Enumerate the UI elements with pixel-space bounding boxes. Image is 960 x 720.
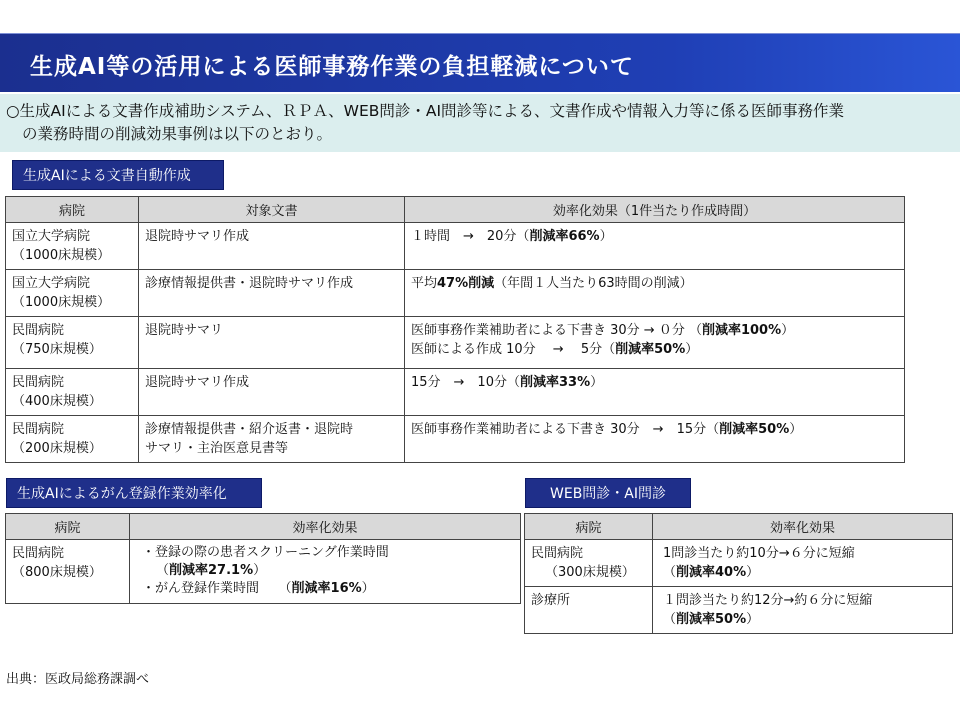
effect-rate: 削減率50%	[615, 342, 686, 357]
table-header-row	[525, 514, 953, 540]
hospital-size: （400床規模）	[12, 394, 102, 409]
effect-tail: ）	[599, 229, 613, 244]
effect-cell	[405, 270, 905, 317]
effect-tail: ）	[781, 323, 795, 338]
effect-line	[411, 340, 898, 359]
web-ai-interview-table	[524, 513, 953, 634]
hospital-size: （1000床規模）	[12, 295, 111, 310]
doc-name: サマリ・主治医意見書等	[145, 441, 289, 456]
header-effect: 効率化効果	[653, 514, 953, 540]
effect-rate: 削減率27.1%	[169, 563, 254, 578]
effect-line: （削減率50%）	[663, 612, 760, 627]
effect-cell	[405, 369, 905, 416]
table-row	[525, 587, 953, 634]
auto-docs-table	[5, 196, 905, 463]
intro-box	[0, 94, 960, 152]
doc-name: 診療情報提供書・紹介返書・退院時	[145, 422, 354, 437]
hospital-size: （1000床規模）	[12, 248, 111, 263]
effect-text: 医師による作成 10分 → 5分（	[411, 342, 616, 357]
hospital-size: （750床規模）	[12, 342, 102, 357]
effect-rate: 削減率100%	[701, 323, 782, 338]
page-title: 生成AI等の活用による医師事務作業の負担軽減について	[30, 54, 634, 80]
effect-line: （削減率27.1%）	[156, 563, 267, 578]
hospital-cell	[525, 587, 653, 634]
effect-line	[411, 321, 898, 340]
effect-line	[411, 373, 898, 392]
effect-tail: （年間１人当たり63時間の削減）	[494, 276, 693, 291]
hospital-name: 民間病院	[12, 422, 65, 437]
table-row	[6, 540, 521, 604]
doc-cell	[139, 416, 405, 463]
doc-name: 退院時サマリ	[145, 323, 224, 338]
effect-line	[411, 227, 898, 246]
effect-tail: ）	[685, 342, 699, 357]
effect-text: ・登録の際の患者スクリーニング作業時間	[142, 545, 389, 560]
hospital-name: 国立大学病院	[12, 276, 91, 291]
intro-line-1: ○生成AIによる文書作成補助システム、ＲＰＡ、WEB問診・AI問診等による、文書作成や情報入力等に係る医師事務作業	[6, 102, 845, 120]
effect-text: 平均	[411, 276, 438, 291]
effect-rate: 削減率50%	[719, 422, 790, 437]
table-header-row	[6, 197, 905, 223]
hospital-size: （200床規模）	[12, 441, 102, 456]
header-target-doc: 対象文書	[139, 197, 405, 223]
doc-cell	[139, 270, 405, 317]
effect-rate: 削減率33%	[519, 375, 591, 390]
hospital-cell	[6, 317, 139, 369]
effect-text: ・がん登録作業時間	[142, 581, 273, 596]
effect-cell	[130, 540, 521, 604]
doc-name: 退院時サマリ作成	[145, 229, 250, 244]
hospital-cell	[6, 223, 139, 270]
effect-rate: 47%削減	[437, 276, 495, 291]
header-hospital: 病院	[525, 514, 653, 540]
hospital-cell	[6, 416, 139, 463]
hospital-cell	[6, 369, 139, 416]
effect-cell	[405, 416, 905, 463]
doc-cell	[139, 369, 405, 416]
effect-line: （削減率40%）	[663, 565, 760, 580]
hospital-name: 診療所	[531, 593, 571, 608]
doc-name: 診療情報提供書・退院時サマリ作成	[145, 276, 354, 291]
hospital-size: （300床規模）	[545, 565, 635, 580]
header-hospital: 病院	[6, 514, 130, 540]
table-row	[6, 369, 905, 416]
table-row	[525, 540, 953, 587]
section-label-auto-docs: 生成AIによる文書自動作成	[12, 160, 224, 190]
effect-text: 医師事務作業補助者による下書き 30分 → ０分 （	[411, 323, 702, 338]
effect-cell	[405, 317, 905, 369]
table-row	[6, 416, 905, 463]
hospital-cell	[525, 540, 653, 587]
hospital-name: 民間病院	[12, 375, 65, 390]
doc-cell	[139, 223, 405, 270]
effect-cell	[653, 540, 953, 587]
effect-rate: 削減率50%	[676, 612, 747, 627]
table-row	[6, 223, 905, 270]
effect-tail: ）	[789, 422, 803, 437]
doc-cell	[139, 317, 405, 369]
effect-text: 1問診当たり約10分→６分に短縮	[663, 546, 855, 561]
intro-text	[6, 100, 956, 146]
effect-text: 15分 → 10分（	[411, 375, 520, 390]
effect-line: ・がん登録作業時間 （削減率16%）	[142, 581, 375, 596]
hospital-name: 国立大学病院	[12, 229, 91, 244]
effect-text: １問診当たり約12分→約６分に短縮	[663, 593, 873, 608]
hospital-name: 民間病院	[531, 546, 584, 561]
effect-tail: ）	[590, 375, 604, 390]
intro-line-2: の業務時間の削減効果事例は以下のとおり。	[22, 125, 333, 143]
effect-text: 医師事務作業補助者による下書き 30分 → 15分（	[411, 422, 720, 437]
table-row	[6, 270, 905, 317]
title-bar	[0, 33, 960, 92]
effect-rate: 削減率16%	[291, 581, 362, 596]
cancer-registry-table	[5, 513, 521, 604]
doc-name: 退院時サマリ作成	[145, 375, 250, 390]
hospital-name: 民間病院	[12, 323, 65, 338]
hospital-name: 民間病院	[12, 546, 65, 561]
effect-rate: 削減率40%	[676, 565, 747, 580]
header-hospital: 病院	[6, 197, 139, 223]
header-effect: 効率化効果（1件当たり作成時間）	[405, 197, 905, 223]
table-header-row	[6, 514, 521, 540]
header-effect: 効率化効果	[130, 514, 521, 540]
table-row	[6, 317, 905, 369]
effect-rate: 削減率66%	[529, 229, 600, 244]
effect-text: １時間 → 20分（	[411, 229, 530, 244]
hospital-size: （800床規模）	[12, 565, 102, 580]
effect-line	[411, 274, 898, 293]
hospital-cell	[6, 540, 130, 604]
effect-cell	[653, 587, 953, 634]
section-label-web-ai-interview: WEB問診・AI問診	[525, 478, 691, 508]
section-label-cancer-registry: 生成AIによるがん登録作業効率化	[6, 478, 262, 508]
hospital-cell	[6, 270, 139, 317]
source-note: 出典：医政局総務課調べ	[6, 672, 150, 687]
effect-cell	[405, 223, 905, 270]
effect-line	[411, 420, 898, 439]
